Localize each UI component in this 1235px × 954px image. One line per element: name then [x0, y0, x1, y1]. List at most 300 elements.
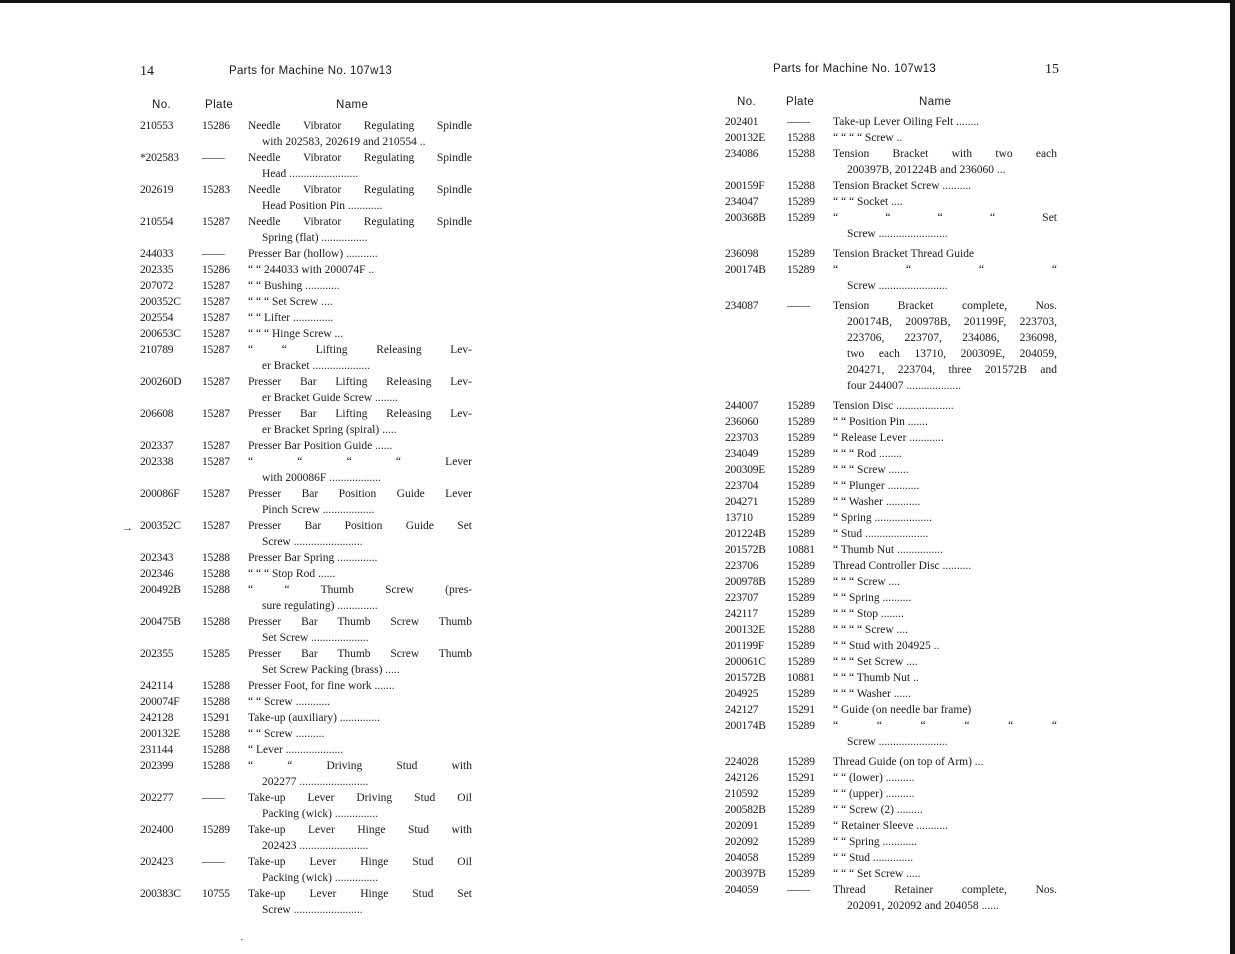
part-number: 200383C	[140, 888, 181, 900]
plate-number: 15288	[787, 148, 815, 160]
part-name-line: “ “ Driving Stud with	[248, 760, 472, 772]
scan-border-top	[0, 0, 1235, 3]
part-name-line: “ “ Thumb Screw (pres-	[248, 584, 472, 596]
part-name-line: Tension Bracket Thread Guide	[833, 248, 975, 260]
right-header-plate: Plate	[786, 96, 815, 108]
part-name	[248, 886, 472, 918]
plate-number: 15289	[202, 824, 230, 836]
part-number: 234049	[725, 448, 759, 460]
part-name	[833, 210, 1057, 242]
part-name	[248, 566, 472, 582]
part-name-line: Set Screw Packing (brass) .....	[262, 664, 400, 676]
part-row	[140, 758, 480, 790]
part-number: 242128	[140, 712, 174, 724]
plate-number: 15291	[787, 704, 815, 716]
part-row	[140, 182, 480, 214]
plate-number: 15287	[202, 280, 230, 292]
part-name-line: Take-up Lever Hinge Stud with	[248, 824, 472, 836]
part-row	[725, 754, 1065, 770]
part-number: 234047	[725, 196, 759, 208]
part-name-line: “ Lever ....................	[248, 744, 344, 756]
plate-number: 15289	[787, 196, 815, 208]
part-name	[833, 882, 1057, 914]
part-row	[140, 486, 480, 518]
plate-number: 15287	[202, 312, 230, 324]
part-row	[725, 194, 1065, 210]
part-name-line: 202423 ........................	[262, 840, 369, 852]
part-name	[248, 214, 472, 246]
part-row	[140, 150, 480, 182]
part-name	[248, 694, 472, 710]
part-name	[248, 438, 472, 454]
part-name-line: Needle Vibrator Regulating Spindle	[248, 120, 472, 132]
plate-number: 15289	[787, 656, 815, 668]
part-number: 242126	[725, 772, 759, 784]
part-name	[833, 526, 1057, 542]
part-row	[140, 582, 480, 614]
part-name-line: Thread Controller Disc ..........	[833, 560, 972, 572]
part-name-line: er Bracket Guide Screw ........	[262, 392, 399, 404]
part-number: 200352C	[140, 520, 181, 532]
part-name-line: “ “ “ “ “ “	[833, 720, 1057, 732]
right-parts-list	[725, 114, 1065, 914]
part-row	[725, 718, 1065, 750]
part-name-line: “ “ “ “ Screw ....	[833, 624, 909, 636]
part-number: 200582B	[725, 804, 766, 816]
part-number: 207072	[140, 280, 174, 292]
part-name-line: “ “ “ “ Screw ..	[833, 132, 903, 144]
plate-number: 15289	[787, 576, 815, 588]
part-name	[833, 802, 1057, 818]
part-row	[140, 214, 480, 246]
part-name	[833, 718, 1057, 750]
part-row	[140, 294, 480, 310]
part-name-line: “ “ “ Set Screw .....	[833, 868, 921, 880]
part-number: 202092	[725, 836, 759, 848]
part-name-line: Presser Bar Position Guide Lever	[248, 488, 472, 500]
part-name	[248, 310, 472, 326]
part-name-line: Set Screw ....................	[262, 632, 369, 644]
part-name-line: “ “ Washer ............	[833, 496, 921, 508]
plate-number: 15287	[202, 344, 230, 356]
part-name-line: sure regulating) ..............	[262, 600, 378, 612]
plate-number: 15289	[787, 756, 815, 768]
plate-number: 15287	[202, 440, 230, 452]
part-number: 242127	[725, 704, 759, 716]
scan-border-right	[1230, 0, 1235, 954]
plate-number: 15289	[787, 560, 815, 572]
plate-number: 15288	[787, 624, 815, 636]
part-name	[833, 462, 1057, 478]
plate-number: ——	[787, 300, 810, 312]
part-row	[140, 246, 480, 262]
part-name-line: “ “ (upper) ..........	[833, 788, 915, 800]
part-name-line: Presser Bar Spring ..............	[248, 552, 378, 564]
part-name	[248, 454, 472, 486]
part-name-line: Head ........................	[262, 168, 359, 180]
part-name-line: er Bracket Spring (spiral) .....	[262, 424, 397, 436]
part-name-line: Presser Bar (hollow) ...........	[248, 248, 378, 260]
plate-number: 15286	[202, 120, 230, 132]
part-name-line: “ “ “ Stop Rod ......	[248, 568, 336, 580]
plate-number: 15289	[787, 464, 815, 476]
part-number: 223707	[725, 592, 759, 604]
part-name	[248, 294, 472, 310]
plate-number: 15291	[202, 712, 230, 724]
part-name-line: Screw ........................	[847, 736, 948, 748]
part-row	[725, 670, 1065, 686]
part-name	[833, 638, 1057, 654]
part-number: 202399	[140, 760, 174, 772]
part-row	[140, 342, 480, 374]
part-number: 202355	[140, 648, 174, 660]
part-row	[140, 454, 480, 486]
part-name-line: er Bracket ....................	[262, 360, 370, 372]
part-row	[140, 374, 480, 406]
part-number: 210592	[725, 788, 759, 800]
part-row	[725, 818, 1065, 834]
part-number: 234086	[725, 148, 759, 160]
part-number: 200352C	[140, 296, 181, 308]
left-header-name: Name	[336, 99, 369, 111]
part-row	[725, 866, 1065, 882]
part-name-line: “ “ “ “ Lever	[248, 456, 472, 468]
part-name-line: Screw ........................	[262, 536, 363, 548]
part-name-line: Pinch Screw ..................	[262, 504, 375, 516]
part-number: 202091	[725, 820, 759, 832]
part-row	[725, 574, 1065, 590]
right-header-name: Name	[919, 96, 952, 108]
plate-number: 15287	[202, 520, 230, 532]
right-page-header	[725, 62, 1065, 80]
part-number: 224028	[725, 756, 759, 768]
part-row	[725, 590, 1065, 606]
part-name-line: Presser Bar Lifting Releasing Lev-	[248, 408, 472, 420]
part-name-line: “ “ “ “ Set	[833, 212, 1057, 224]
part-number: 13710	[725, 512, 753, 524]
part-name	[833, 754, 1057, 770]
part-row	[140, 566, 480, 582]
part-name-line: “ Guide (on needle bar frame)	[833, 704, 972, 716]
part-row	[140, 262, 480, 278]
part-name-line: Presser Bar Position Guide ......	[248, 440, 393, 452]
plate-number: 15287	[202, 216, 230, 228]
part-name	[248, 822, 472, 854]
part-name-line: four 244007 ...................	[847, 380, 962, 392]
part-number: 204925	[725, 688, 759, 700]
part-name	[833, 430, 1057, 446]
part-number: 202277	[140, 792, 174, 804]
part-name-line: “ “ “ Screw .......	[833, 464, 909, 476]
plate-number: 15288	[202, 760, 230, 772]
part-number: 223704	[725, 480, 759, 492]
part-name-line: Tension Disc ....................	[833, 400, 954, 412]
left-page-title: Parts for Machine No. 107w13	[229, 65, 393, 77]
part-number: 242114	[140, 680, 173, 692]
part-name	[833, 298, 1057, 394]
plate-number: ——	[787, 884, 810, 896]
part-number: 200159F	[725, 180, 765, 192]
part-number: 204059	[725, 884, 759, 896]
plate-number: ——	[202, 856, 225, 868]
part-name-line: Thread Retainer complete, Nos.	[833, 884, 1057, 896]
part-name	[248, 342, 472, 374]
part-name	[833, 574, 1057, 590]
part-row	[725, 146, 1065, 178]
plate-number: ——	[202, 248, 225, 260]
part-number: 206608	[140, 408, 174, 420]
plate-number: 15288	[787, 180, 815, 192]
part-number: *202583	[140, 152, 179, 164]
left-page-header	[140, 64, 480, 82]
part-name	[833, 494, 1057, 510]
part-name-line: “ “ Spring ............	[833, 836, 918, 848]
plate-number: 15288	[202, 728, 230, 740]
part-row	[140, 646, 480, 678]
part-row	[725, 398, 1065, 414]
part-row	[140, 726, 480, 742]
part-name	[248, 742, 472, 758]
plate-number: 15287	[202, 328, 230, 340]
part-number: 236060	[725, 416, 759, 428]
part-name	[248, 646, 472, 678]
part-name-line: “ “ “ Set Screw ....	[248, 296, 333, 308]
part-number: 200174B	[725, 720, 766, 732]
part-name-line: Packing (wick) ...............	[262, 808, 378, 820]
part-name	[833, 130, 1057, 146]
part-number: 234087	[725, 300, 759, 312]
part-name	[248, 726, 472, 742]
part-name-line: “ “ “ Thumb Nut ..	[833, 672, 919, 684]
right-page-number: 15	[1045, 62, 1059, 77]
part-number: 200132E	[140, 728, 181, 740]
part-name-line: “ “ Bushing ............	[248, 280, 340, 292]
part-name-line: Take-up Lever Driving Stud Oil	[248, 792, 472, 804]
part-name-line: “ “ Plunger ...........	[833, 480, 920, 492]
part-row	[140, 326, 480, 342]
plate-number: 15288	[202, 552, 230, 564]
part-name-line: “ “ “ Hinge Screw ...	[248, 328, 344, 340]
part-row	[725, 654, 1065, 670]
plate-number: 15289	[787, 512, 815, 524]
plate-number: 15288	[787, 132, 815, 144]
part-row	[140, 742, 480, 758]
part-row	[140, 886, 480, 918]
part-name-line: Tension Bracket Screw ..........	[833, 180, 972, 192]
left-header-plate: Plate	[205, 99, 234, 111]
plate-number: 15289	[787, 688, 815, 700]
part-row	[725, 178, 1065, 194]
left-page-number: 14	[140, 64, 154, 79]
part-name-line: Presser Bar Thumb Screw Thumb	[248, 648, 472, 660]
plate-number: ——	[787, 116, 810, 128]
part-name-line: “ Stud ......................	[833, 528, 929, 540]
part-name-line: Screw ........................	[262, 904, 363, 916]
part-name-line: Presser Bar Thumb Screw Thumb	[248, 616, 472, 628]
plate-number: 10881	[787, 672, 815, 684]
part-name	[833, 178, 1057, 194]
part-name	[248, 758, 472, 790]
part-row	[725, 494, 1065, 510]
part-name-line: Thread Guide (on top of Arm) ...	[833, 756, 984, 768]
part-number: 200368B	[725, 212, 766, 224]
part-name	[833, 558, 1057, 574]
part-number: 210553	[140, 120, 174, 132]
part-name-line: “ “ Position Pin .......	[833, 416, 928, 428]
part-name-line: “ “ Lifter ..............	[248, 312, 334, 324]
part-name	[833, 194, 1057, 210]
part-number: 202400	[140, 824, 174, 836]
plate-number: 15286	[202, 264, 230, 276]
part-name	[833, 850, 1057, 866]
part-number: 200074F	[140, 696, 180, 708]
part-name-line: “ Spring ....................	[833, 512, 933, 524]
part-row	[725, 478, 1065, 494]
part-name	[248, 246, 472, 262]
part-name	[833, 510, 1057, 526]
plate-number: 15288	[202, 616, 230, 628]
part-number: 200492B	[140, 584, 181, 596]
left-parts-list	[140, 118, 480, 918]
part-name-line: “ “ Lifting Releasing Lev-	[248, 344, 472, 356]
plate-number: 15287	[202, 456, 230, 468]
part-name-line: “ “ 244033 with 200074F ..	[248, 264, 375, 276]
part-name-line: Take-up Lever Oiling Felt ........	[833, 116, 980, 128]
scan-speck: ·	[240, 934, 244, 946]
part-row	[725, 430, 1065, 446]
part-name	[248, 150, 472, 182]
part-name	[833, 246, 1057, 262]
part-number: 236098	[725, 248, 759, 260]
part-name-line: “ Thumb Nut ................	[833, 544, 943, 556]
plate-number: 15289	[787, 720, 815, 732]
part-row	[140, 822, 480, 854]
part-row	[140, 406, 480, 438]
part-number: 210554	[140, 216, 174, 228]
part-name	[248, 790, 472, 822]
plate-number: 15289	[787, 788, 815, 800]
part-row	[725, 510, 1065, 526]
part-name-line: “ “ Screw ............	[248, 696, 331, 708]
part-name	[833, 478, 1057, 494]
part-name	[833, 770, 1057, 786]
plate-number: 15287	[202, 376, 230, 388]
part-number: 201199F	[725, 640, 765, 652]
plate-number: ——	[202, 152, 225, 164]
part-row	[140, 310, 480, 326]
part-row	[725, 850, 1065, 866]
part-number: 244007	[725, 400, 759, 412]
part-name-line: Take-up Lever Hinge Stud Set	[248, 888, 472, 900]
part-row	[725, 686, 1065, 702]
part-name	[248, 678, 472, 694]
plate-number: 15291	[787, 772, 815, 784]
plate-number: 15289	[787, 608, 815, 620]
part-name-line: Packing (wick) ...............	[262, 872, 378, 884]
part-name	[833, 654, 1057, 670]
part-name-line: “ “ “ Socket ....	[833, 196, 903, 208]
left-header-no: No.	[152, 99, 172, 111]
part-row	[140, 694, 480, 710]
part-name-line: “ “ “ Washer ......	[833, 688, 912, 700]
part-name-line: 202091, 202092 and 204058 ......	[847, 900, 999, 912]
plate-number: 15287	[202, 488, 230, 500]
part-name-line: Presser Foot, for fine work .......	[248, 680, 395, 692]
part-name	[248, 614, 472, 646]
part-name-line: Tension Bracket with two each	[833, 148, 1057, 160]
part-row	[140, 790, 480, 822]
part-name	[248, 278, 472, 294]
part-row	[725, 786, 1065, 802]
part-name	[833, 114, 1057, 130]
part-name-line: Presser Bar Lifting Releasing Lev-	[248, 376, 472, 388]
part-number: 202401	[725, 116, 759, 128]
part-name-line: Screw ........................	[847, 280, 948, 292]
part-name	[833, 702, 1057, 718]
part-name-line: Head Position Pin ............	[262, 200, 383, 212]
part-name-line: “ “ “ Screw ....	[833, 576, 901, 588]
right-page-title: Parts for Machine No. 107w13	[773, 63, 937, 75]
part-name-line: 202277 ........................	[262, 776, 369, 788]
part-number: 210789	[140, 344, 174, 356]
part-row	[725, 622, 1065, 638]
part-number: 202619	[140, 184, 174, 196]
plate-number: 15287	[202, 296, 230, 308]
plate-number: 15288	[202, 584, 230, 596]
part-name	[833, 262, 1057, 294]
part-name-line: 204271, 223704, three 201572B and	[847, 364, 1057, 376]
part-name	[833, 542, 1057, 558]
part-name	[833, 398, 1057, 414]
plate-number: 10755	[202, 888, 230, 900]
part-name-line: 200174B, 200978B, 201199F, 223703,	[847, 316, 1057, 328]
part-name-line: “ “ Stud ..............	[833, 852, 914, 864]
plate-number: 15283	[202, 184, 230, 196]
part-name	[248, 854, 472, 886]
part-row	[725, 414, 1065, 430]
plate-number: 15289	[787, 528, 815, 540]
part-number: 244033	[140, 248, 174, 260]
plate-number: 15289	[787, 820, 815, 832]
part-number: 204058	[725, 852, 759, 864]
plate-number: 15289	[787, 868, 815, 880]
plate-number: 15287	[202, 408, 230, 420]
part-name-line: Needle Vibrator Regulating Spindle	[248, 184, 472, 196]
part-name	[248, 118, 472, 150]
part-name-line: Spring (flat) ................	[262, 232, 368, 244]
part-name-line: 223706, 223707, 234086, 236098,	[847, 332, 1057, 344]
plate-number: 15289	[787, 432, 815, 444]
part-name	[248, 582, 472, 614]
part-row	[140, 614, 480, 646]
part-name-line: “ “ “ Set Screw ....	[833, 656, 918, 668]
part-number: 201224B	[725, 528, 766, 540]
part-number: 200260D	[140, 376, 182, 388]
part-name-line: “ “ “ “	[833, 264, 1057, 276]
part-number: 200653C	[140, 328, 181, 340]
part-number: 223706	[725, 560, 759, 572]
part-name-line: two each 13710, 200309E, 204059,	[847, 348, 1057, 360]
plate-number: 15288	[202, 680, 230, 692]
part-name-line: “ “ Screw ..........	[248, 728, 325, 740]
part-number: 202337	[140, 440, 174, 452]
part-row	[725, 770, 1065, 786]
part-number: 200086F	[140, 488, 180, 500]
part-row	[725, 298, 1065, 394]
part-row	[725, 462, 1065, 478]
part-row	[725, 882, 1065, 914]
plate-number: 15288	[202, 696, 230, 708]
